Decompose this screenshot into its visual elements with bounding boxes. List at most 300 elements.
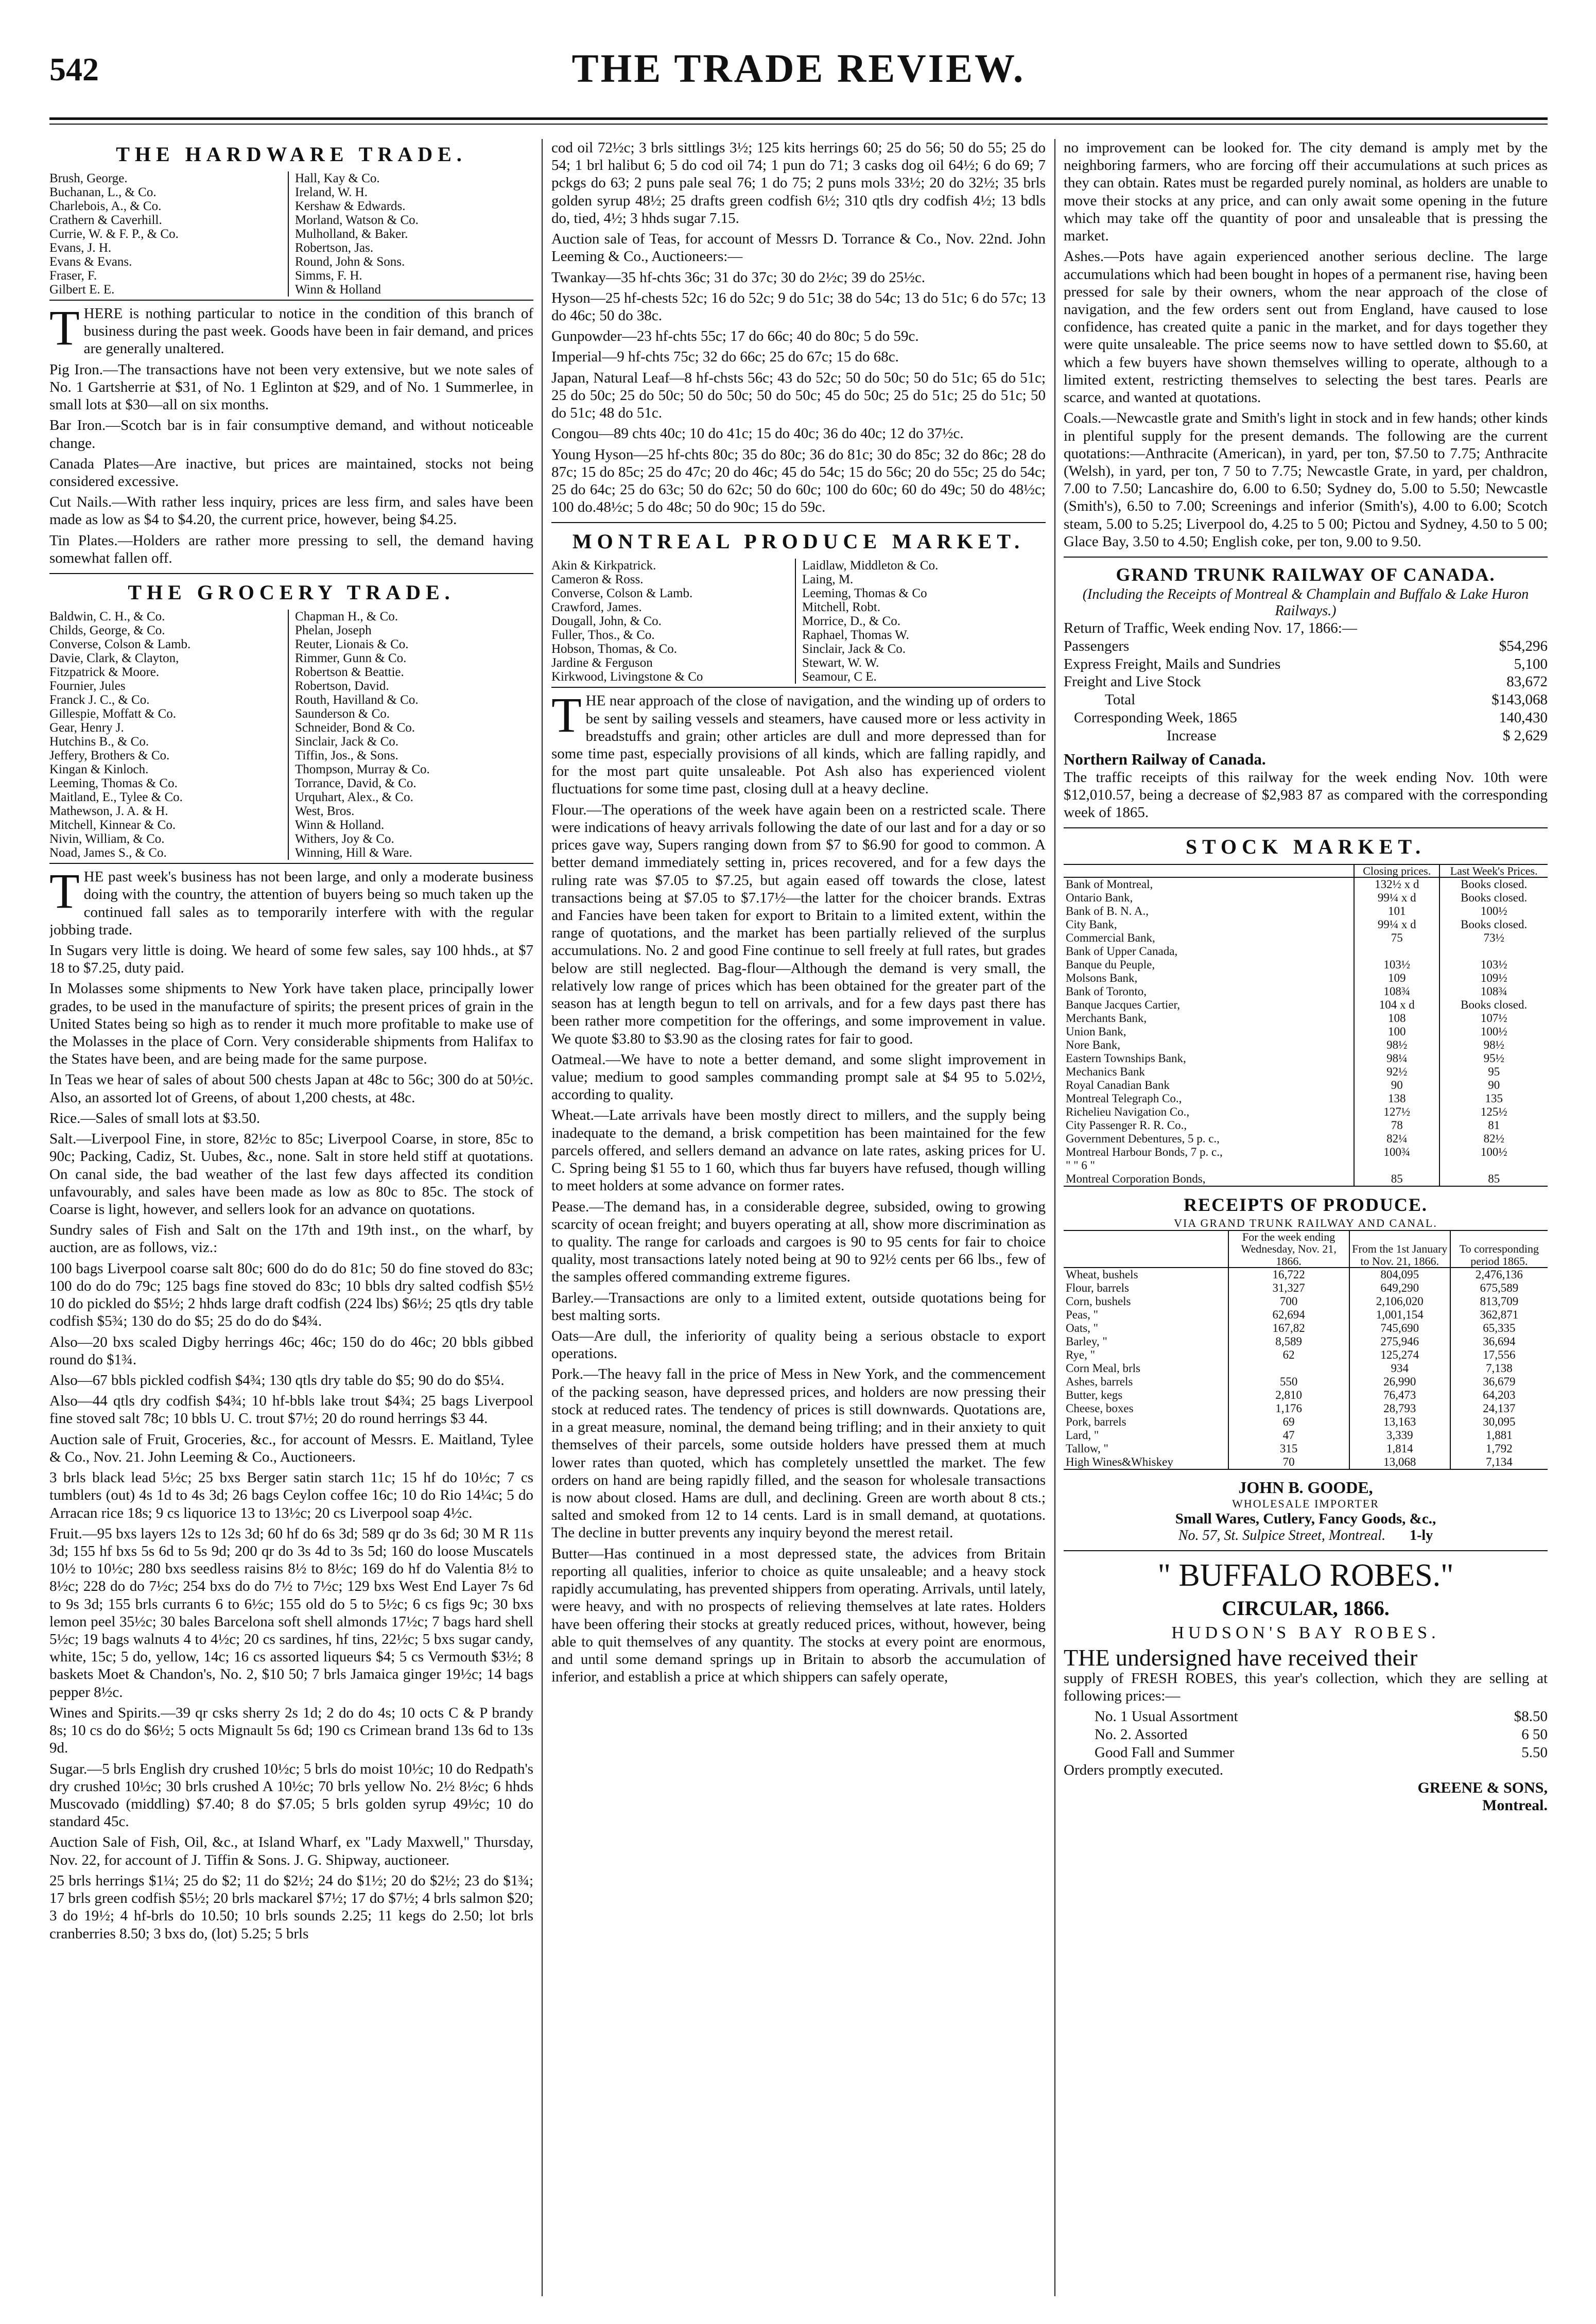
value-row — [1064, 637, 1548, 655]
firm-name: Robertson, Jas. — [295, 241, 374, 255]
header-rule-thin — [49, 124, 1548, 125]
article-paragraph: Flour.—The operations of the week have again been on a restricted scale. There were indications of heavy arrivals following the date of our last and for a day or so prices gave way, Supers ranging down from $7 to $6.90 for good to common. A better demand immediately setting in, prices recovered, and for a few days the ruling rate was $7.05 to $7.25, but again eased off towards the close, latest transactions being at $7.05 to $7.17½—the latter for the choicer brands. Extras and Fancies have been taken for export to Britain to a limited extent, within the range of quotations, and the market has been partially relieved of the surplus accumulations. No. 2 and good Fine continue to sell freely at full rates, but grades below are still neglected. Bag-flour—Although the demand is very small, the relatively low range of prices which has been obtained for the greater part of the season has at length begun to tell on arrivals, and for a few days past there has been rather more competition for the offerings, and some improvement in value. We quote $3.80 to $3.90 as the closing rates for fair to good. — [551, 801, 1046, 1047]
value-cell: 95 — [1439, 1065, 1548, 1079]
row-value: 6 50 — [1521, 1726, 1548, 1743]
divider — [49, 573, 533, 574]
page-header — [49, 31, 1548, 108]
firm-name: Akin & Kirkpatrick. — [551, 559, 656, 573]
row-label-cell: Bank of Upper Canada, — [1066, 945, 1178, 958]
value-cell: 2,476,136 — [1450, 1268, 1548, 1281]
buffalo-body: supply of FRESH ROBES, this year's collection, which they are selling at following prices:— — [1064, 1670, 1548, 1704]
value-cell: 275,946 — [1349, 1335, 1450, 1348]
value-cell: 78 — [1354, 1119, 1439, 1132]
table-row — [1064, 1132, 1548, 1146]
row-label-cell: Corn Meal, brls — [1066, 1361, 1141, 1375]
article-paragraph: Canada Plates—Are inactive, but prices are maintained, stocks not being considered excessive. — [49, 455, 533, 490]
value-cell — [1439, 1159, 1548, 1172]
article-paragraph: Butter—Has continued in a most depressed state, the advices from Britain reporting all qualities, inferior to choice as quite unsaleable; and a heavy stock rapidly accumulating, has prevented shippers from operating. Arrivals, until lately, were heavy, and with no prospects of relieving themselves at late rates. Holders have been offering their stocks at greatly reduced prices, without, however, being able to quit themselves of any quantity. The stocks at every point are enormous, and until some demand springs up in Britain to absorb the accumulation of inferior, and establish a price at which shippers can safely operate, — [551, 1545, 1046, 1686]
buffalo-company: HUDSON'S BAY ROBES. — [1171, 1623, 1440, 1642]
grand-trunk-heading: GRAND TRUNK RAILWAY OF CANADA. — [1116, 564, 1496, 585]
value-cell: 26,990 — [1349, 1375, 1450, 1389]
northern-heading: Northern Railway of Canada. — [1064, 750, 1266, 768]
article-paragraph: Bar Iron.—Scotch bar is in fair consumptive demand, and without noticeable change. — [49, 417, 533, 452]
value-cell: 101 — [1354, 905, 1439, 918]
buffalo-title: " BUFFALO ROBES." — [1157, 1557, 1454, 1593]
stock-market-heading: STOCK MARKET. — [1185, 835, 1426, 859]
value-cell: 100½ — [1439, 1025, 1548, 1038]
row-label-cell: Nore Bank, — [1066, 1038, 1121, 1052]
article-paragraph: Twankay—35 hf-chts 36c; 31 do 37c; 30 do 2½c; 39 do 25½c. — [551, 269, 926, 286]
article-paragraph: Auction Sale of Fish, Oil, &c., at Island Wharf, ex "Lady Maxwell," Thursday, Nov. 22, for account of J. Tiffin & Sons. J. G. Shipway, auctioneer. — [49, 1834, 533, 1868]
value-cell: 100 — [1354, 1025, 1439, 1038]
traffic-rows — [1064, 637, 1548, 691]
table-row — [1064, 1146, 1548, 1159]
value-cell: 138 — [1354, 1092, 1439, 1105]
value-cell: 65,335 — [1450, 1322, 1548, 1335]
receipts-heading: RECEIPTS OF PRODUCE. — [1184, 1194, 1428, 1216]
value-cell — [1439, 945, 1548, 958]
row-label-cell: Montreal Corporation Bonds, — [1066, 1172, 1206, 1186]
hardware-article — [49, 300, 533, 567]
firm-name: Robertson & Beattie. — [295, 665, 404, 680]
article-paragraph: Also—67 bbls pickled codfish $4¾; 130 qtls dry table do $5; 90 do do $5¼. — [49, 1372, 505, 1389]
firm-name: Sinclair, Jack & Co. — [802, 642, 906, 656]
value-cell: 109½ — [1439, 972, 1548, 985]
firm-name: Gear, Henry J. — [49, 721, 124, 735]
increase-value: $ 2,629 — [1503, 727, 1548, 744]
value-cell: 81 — [1439, 1119, 1548, 1132]
buffalo-orders: Orders promptly executed. — [1064, 1762, 1224, 1779]
row-label-cell: Ashes, barrels — [1066, 1375, 1133, 1388]
row-label-cell: City Passenger R. R. Co., — [1066, 1119, 1187, 1132]
firm-name: Brush, George. — [49, 171, 128, 185]
montreal-firm-list — [551, 559, 1046, 688]
article-paragraph: Wheat.—Late arrivals have been mostly direct to millers, and the supply being inadequate to the demand, a brisk competition has been maintained for the few parcels offered, and sellers demand an advance on late rates, asking prices for U. C. Spring being $1 55 to 1 60, which thus far buyers have refused, though willing to meet holders at some advance on former rates. — [551, 1107, 1046, 1194]
firm-name: Nivin, William, & Co. — [49, 832, 165, 846]
buffalo-city: Montreal. — [1482, 1797, 1548, 1814]
row-label-cell: Tallow, " — [1066, 1442, 1108, 1455]
table-row — [1064, 931, 1548, 945]
value-cell: 127½ — [1354, 1105, 1439, 1119]
goode-name: JOHN B. GOODE, — [1238, 1478, 1373, 1497]
column-left — [49, 139, 533, 2296]
article-header — [1064, 1230, 1228, 1267]
value-cell: 1,001,154 — [1349, 1308, 1450, 1322]
corresponding-label: Corresponding Week, 1865 — [1074, 709, 1237, 726]
firm-name: Crathern & Caverhill. — [49, 213, 162, 227]
firm-name: Evans, J. H. — [49, 241, 112, 255]
row-label: Express Freight, Mails and Sundries — [1064, 655, 1281, 672]
table-row — [1064, 1322, 1548, 1335]
firm-name: Thompson, Murray & Co. — [295, 762, 430, 777]
row-label-cell: Government Debentures, 5 p. c., — [1066, 1132, 1220, 1146]
grand-trunk-subtitle: (Including the Receipts of Montreal & Champlain and Buffalo & Lake Huron Railways.) — [1082, 586, 1529, 619]
value-cell: 103½ — [1354, 958, 1439, 972]
total-label: Total — [1105, 691, 1136, 708]
firm-name: Phelan, Joseph — [295, 623, 372, 638]
value-cell: 90 — [1354, 1079, 1439, 1092]
value-cell: 107½ — [1439, 1012, 1548, 1025]
value-cell: 30,095 — [1450, 1415, 1548, 1429]
firm-name: Fitzpatrick & Moore. — [49, 665, 160, 680]
article-paragraph: Ashes.—Pots have again experienced another serious decline. The large accumulations which had been bought in hopes of a permanent rise, having been pressed for sale by their owners, whom the near approach of the close of navigation, and the few orders sent out from England, have caused to lose confidence, has created quite a panic in the market, and for days together they were quite unsaleable. The price seems now to have settled down to $5.60, at which a few buyers have shown themselves willing to operate, although to a limited extent, restricting themselves to selecting the best tares. Pearls are scarce, and wanted at quotations. — [1064, 248, 1548, 406]
table-row — [1064, 1335, 1548, 1348]
firm-name: Evans & Evans. — [49, 255, 132, 269]
row-label-cell: Peas, " — [1066, 1308, 1099, 1321]
goode-address — [1064, 1528, 1548, 1544]
traffic-return — [1064, 619, 1548, 745]
value-cell: 132½ x d — [1354, 877, 1439, 891]
firm-name: Gillespie, Moffatt & Co. — [49, 707, 177, 721]
value-cell: 75 — [1354, 931, 1439, 945]
value-cell: 99¼ x d — [1354, 918, 1439, 931]
value-cell: 1,881 — [1450, 1429, 1548, 1442]
value-cell — [1354, 945, 1439, 958]
row-label-cell: Rye, " — [1066, 1348, 1096, 1361]
firm-name: Converse, Colson & Lamb. — [551, 586, 693, 601]
row-value: 5,100 — [1514, 655, 1548, 672]
row-label-cell: " " 6 " — [1066, 1159, 1095, 1172]
goode-address-text: No. 57, St. Sulpice Street, Montreal. — [1178, 1527, 1386, 1543]
table-row — [1064, 1159, 1548, 1172]
value-cell: 135 — [1439, 1092, 1548, 1105]
article-paragraph: Congou—89 chts 40c; 10 do 41c; 15 do 40c; 36 do 40c; 12 do 37½c. — [551, 425, 964, 442]
value-cell: 62 — [1228, 1348, 1349, 1362]
firm-name: Leeming, Thomas & Co. — [49, 776, 178, 791]
table-row — [1064, 1455, 1548, 1469]
row-label-cell: Cheese, boxes — [1066, 1401, 1134, 1415]
traffic-return-line: Return of Traffic, Week ending Nov. 17, 1866:— — [1064, 620, 1357, 637]
value-cell: 13,163 — [1349, 1415, 1450, 1429]
value-cell: 70 — [1228, 1455, 1349, 1469]
value-cell: 315 — [1228, 1442, 1349, 1455]
table-row — [1064, 1375, 1548, 1389]
value-cell: 24,137 — [1450, 1402, 1548, 1415]
row-label: No. 1 Usual Assortment — [1095, 1708, 1238, 1725]
buffalo-prices — [1064, 1708, 1548, 1761]
stock-market-table — [1064, 864, 1548, 1187]
closing-header: Closing prices. — [1354, 864, 1439, 877]
firm-name: Maitland, E., Tylee & Co. — [49, 790, 183, 805]
row-label-cell: Pork, barrels — [1066, 1415, 1126, 1428]
value-cell: 109 — [1354, 972, 1439, 985]
firm-name: Jeffery, Brothers & Co. — [49, 749, 170, 763]
firm-name: Rimmer, Gunn & Co. — [295, 651, 407, 666]
table-row — [1064, 918, 1548, 931]
table-row — [1064, 985, 1548, 998]
firm-name: Reuter, Lionais & Co. — [295, 637, 409, 652]
table-row — [1064, 1348, 1548, 1362]
value-cell: 85 — [1439, 1172, 1548, 1186]
article-paragraph: Sundry sales of Fish and Salt on the 17th and 19th inst., on the wharf, by auction, are as follows, viz.: — [49, 1222, 533, 1256]
article-paragraph: cod oil 72½c; 3 brls sittlings 3½; 125 kits herrings 60; 25 do 56; 50 do 55; 25 do 54; 1 brl halibut 6; 5 do cod oil 74; 1 pun do 71; 3 casks dog oil 64½; 6 do 69; 7 pckgs do 63; 2 puns pale seal 76; 1 do 75; 2 puns mols 33½; 20 do 32½; 35 brls golden syrup 48½; 25 drafts green codfish 6½; 310 qtls dry codfish 4½; 13 bdls do, tied, 4½; 3 hhds sugar 7.15. — [551, 140, 1046, 227]
firm-column — [288, 171, 533, 297]
value-cell: 95½ — [1439, 1052, 1548, 1065]
goode-code: 1-ly — [1410, 1527, 1433, 1543]
receipts-subheading: VIA GRAND TRUNK RAILWAY AND CANAL. — [1174, 1217, 1437, 1230]
row-label-cell: Montreal Harbour Bonds, 7 p. c., — [1066, 1146, 1223, 1159]
last-week-header: Last Week's Prices. — [1439, 864, 1548, 877]
hardware-firm-list — [49, 171, 533, 301]
value-cell: 82½ — [1439, 1132, 1548, 1146]
row-label-cell: Royal Canadian Bank — [1066, 1079, 1170, 1092]
article-paragraph: In Molasses some shipments to New York have taken place, principally lower grades, to be used in the manufacture of spirits; the present prices of grain in the United States being so high as to render it much more profitable to make use of the Molasses in the place of Corn. Very considerable shipments from Halifax to the States have been, and are being made for the same purpose. — [49, 980, 533, 1068]
montreal-article — [551, 687, 1046, 1686]
article-paragraph: Salt.—Liverpool Fine, in store, 82½c to 85c; Liverpool Coarse, in store, 85c to 90c; Packing, Cadiz, St. Uubes, &c., none. Salt in store held stiff at quotations. On canal side, the bad weather of the last few days affected its condition unfavourably, and sales have been made as low as 80c to 85c. The stock of Coarse is light, however, and sellers look for an advance on quotations. — [49, 1131, 533, 1218]
value-cell: 98¼ — [1354, 1052, 1439, 1065]
firm-name: Winning, Hill & Ware. — [295, 846, 412, 860]
firm-column — [49, 610, 288, 860]
northern-text: The traffic receipts of this railway for the week ending Nov. 10th were $12,010.57, being a decrease of $2,983 87 as compared with the corresponding week of 1865. — [1064, 769, 1548, 821]
grocery-article — [49, 863, 533, 1943]
table-row — [1064, 891, 1548, 905]
row-value: 5.50 — [1521, 1744, 1548, 1761]
value-cell — [1354, 1159, 1439, 1172]
row-label-cell: Bank of Montreal, — [1066, 878, 1153, 891]
table-row — [1064, 945, 1548, 958]
firm-name: Tiffin, Jos., & Sons. — [295, 749, 398, 763]
value-cell: 1,176 — [1228, 1402, 1349, 1415]
article-paragraph: Pork.—The heavy fall in the price of Mess in New York, and the commencement of the packing season, have depressed prices, and holders are now pressing their stock at reduced rates. The tendency of prices is still downwards. Quotations are, in a great measure, nominal, the demand being trifling; and in their anxiety to quit themselves of their parcels, some outside holders have pressed them at much lower rates than quoted, which has completely unsettled the market. The few orders on hand are being rapidly filled, and the season for wholesale transactions is now about closed. Hams are dull, and declining. Green are worth about 8 cts.; salted and smoked from 12 to 14 cents. Lard is in small demand, at quotations. The decline in butter prevents any inquiry beyond the merest retail. — [551, 1366, 1046, 1541]
firm-name: Noad, James S., & Co. — [49, 846, 167, 860]
value-cell: 2,106,020 — [1349, 1295, 1450, 1308]
traffic-increase — [1064, 727, 1548, 745]
row-label-cell: Lard, " — [1066, 1428, 1099, 1442]
value-cell: 82¼ — [1354, 1132, 1439, 1146]
firm-name: Robertson, David. — [295, 679, 389, 693]
value-cell: 934 — [1349, 1362, 1450, 1375]
row-label-cell: High Wines&Whiskey — [1066, 1455, 1173, 1468]
firm-name: Urquhart, Alex., & Co. — [295, 790, 413, 805]
week-header: For the week ending Wednesday, Nov. 21, 1866. — [1228, 1230, 1349, 1267]
value-cell: 1,814 — [1349, 1442, 1450, 1455]
article-paragraph: Cut Nails.—With rather less inquiry, prices are less firm, and sales have been made as low as $4 to $4.20, the current price, however, being $4.25. — [49, 494, 533, 528]
firm-name: Torrance, David, & Co. — [295, 776, 417, 791]
firm-name: Jardine & Ferguson — [551, 656, 653, 670]
header-rule — [49, 117, 1548, 120]
article-paragraph: In Teas we hear of sales of about 500 chests Japan at 48c to 56c; 300 do at 50½c. Also, an assorted lot of Greens, of about 1,200 chests, at 48c. — [49, 1071, 533, 1106]
firm-name: Fournier, Jules — [49, 679, 126, 693]
buffalo-lead: THE undersigned have received their — [1064, 1644, 1418, 1671]
value-cell: 8,589 — [1228, 1335, 1349, 1348]
table-row — [1064, 1402, 1548, 1415]
value-row — [1095, 1726, 1548, 1744]
firm-name: Mitchell, Robt. — [802, 600, 881, 615]
row-label-cell: Molsons Bank, — [1066, 972, 1138, 985]
value-cell: 100½ — [1439, 905, 1548, 918]
firm-name: Kingan & Kinloch. — [49, 762, 149, 777]
firm-name: Simms, F. H. — [295, 269, 362, 283]
row-label-cell: Richelieu Navigation Co., — [1066, 1105, 1190, 1119]
table-row — [1064, 1038, 1548, 1052]
divider — [1064, 1550, 1548, 1551]
value-cell: Books closed. — [1439, 877, 1548, 891]
firm-name: Chapman H., & Co. — [295, 610, 398, 624]
value-cell: 125,274 — [1349, 1348, 1450, 1362]
table-row — [1064, 1295, 1548, 1308]
value-cell: 649,290 — [1349, 1281, 1450, 1295]
article-paragraph: Also—20 bxs scaled Digby herrings 46c; 46c; 150 do do 46c; 20 bbls gibbed round do $1¾. — [49, 1333, 533, 1368]
butter-ashes-coals-article — [1064, 139, 1548, 550]
value-cell: 73½ — [1439, 931, 1548, 945]
article-paragraph: Gunpowder—23 hf-chts 55c; 17 do 66c; 40 do 80c; 5 do 59c. — [551, 328, 919, 345]
row-label-cell: City Bank, — [1066, 918, 1117, 931]
goode-advertisement — [1064, 1478, 1548, 1544]
firm-name: Kirkwood, Livingstone & Co — [551, 670, 703, 684]
value-cell: 108¾ — [1354, 985, 1439, 998]
row-label-cell: Ontario Bank, — [1066, 891, 1133, 905]
article-paragraph: Oatmeal.—We have to note a better demand, and some slight improvement in value; medium to good samples commanding prompt sale at $4 95 to 5.02½, according to quality. — [551, 1051, 1046, 1103]
row-label-cell: Mechanics Bank — [1066, 1065, 1145, 1079]
article-paragraph: Coals.—Newcastle grate and Smith's light in stock and in few hands; other kinds in plentiful supply for the present demands. The following are the current quotations:—Anthracite (American), in yard, per ton, $7.50 to 7.75; Anthracite (Welsh), in yard, per ton, 7 50 to 7.75; Newcastle Grate, in yard, per chaldron, 7.00 to 7.50; Lancashire do, 6.00 to 6.50; Sydney do, 5.00 to 5.50; Newcastle (Smith's), 6.50 to 7.00; Screenings and inferior (Smith's), 4.00 to 6.00; Scotch steam, 5.00 to 5.25; Liverpool do, 4.25 to 5 00; Pictou and Sydney, 4.50 to 5 00; Glace Bay, 3.50 to 4.50; English coke, per ton, 9.00 to 9.50. — [1064, 410, 1548, 550]
buffalo-circular: CIRCULAR, 1866. — [1222, 1596, 1390, 1620]
article-paragraph: THERE is nothing particular to notice in the condition of this branch of business during the past week. Goods have been in fair demand, and prices are generally unaltered. — [49, 300, 533, 357]
traffic-total — [1064, 691, 1548, 709]
value-row — [1064, 655, 1548, 673]
table-row — [1064, 998, 1548, 1012]
firm-name: Routh, Havilland & Co. — [295, 693, 419, 707]
value-cell: 62,694 — [1228, 1308, 1349, 1322]
firm-name: Morland, Watson & Co. — [295, 213, 419, 227]
buffalo-advertisement — [1064, 1557, 1548, 1815]
value-cell: 7,134 — [1450, 1455, 1548, 1469]
value-cell: 99¼ x d — [1354, 891, 1439, 905]
row-label-cell: Montreal Telegraph Co., — [1066, 1092, 1182, 1105]
page-title: THE TRADE REVIEW. — [571, 46, 1026, 91]
row-label-cell: Eastern Townships Bank, — [1066, 1052, 1186, 1065]
page-number: 542 — [49, 51, 99, 88]
article-paragraph: Rice.—Sales of small lots at $3.50. — [49, 1109, 261, 1126]
firm-name: Dougall, John, & Co. — [551, 614, 662, 629]
row-value: $8.50 — [1514, 1708, 1548, 1725]
article-paragraph: Hyson—25 hf-chests 52c; 16 do 52c; 9 do 51c; 38 do 54c; 13 do 51c; 6 do 57c; 13 do 46c; 50 do 38c. — [551, 289, 1046, 324]
firm-name: Hutchins B., & Co. — [49, 735, 149, 749]
total-value: $143,068 — [1491, 691, 1548, 708]
value-cell: 3,339 — [1349, 1429, 1450, 1442]
article-paragraph: THE past week's business has not been large, and only a moderate business doing with the country, the attention of buyers being so much taken up the continued fall sales as to temporarily interfere with with the regular jobbing trade. — [49, 863, 533, 938]
article-paragraph: Fruit.—95 bxs layers 12s to 12s 3d; 60 hf do 6s 3d; 589 qr do 3s 6d; 30 M R 11s 3d; 155 hf bxs 5s 6d to 5s 9d; 200 qr do 3s 4d to 3s 5d; 160 do loose Muscatels 10½ to 10½c; 280 bxs seedless raisins 8½ to 8½c; 169 do hf do Valentia 8½ to 8½c; 228 do do 7½c; 254 bxs do do 7½ to 7½c; 129 bxs West End Layer 7s 6d to 9s 3d; 155 brls currants 6 to 6½c; 155 old do 5 to 5½c; 6 cs figs 9c; 30 bxs lemon peel 35½c; 30 bales Barcelona soft shell almonds 17½c; 7 bags hard shell 5½c; 19 bags walnuts 4 to 4½c; 20 cs sardines, hf tins, 22½c; 5 bxs sugar candy, white, 15c; 5 do, yellow, 14c; 16 cs assorted liqueurs $4; 5 cs Vermouth $3½; 8 baskets Moet & Chandon's, No. 2, $10 50; 7 brls Jamaica ginger 19½c; 14 bags pepper 8½c. — [49, 1525, 533, 1701]
table-row — [1064, 1105, 1548, 1119]
value-cell: 98½ — [1439, 1038, 1548, 1052]
firm-name: Stewart, W. W. — [802, 656, 879, 670]
firm-name: Winn & Holland. — [295, 818, 385, 833]
firm-name: Morrice, D., & Co. — [802, 614, 900, 629]
corresponding-value: 140,430 — [1499, 709, 1548, 726]
article-paragraph: 100 bags Liverpool coarse salt 80c; 600 do do do 81c; 50 do fine stoved do 83c; 100 do do do 79c; 125 bags fine stoved do 83c; 10 bbls dry salted codfish $5½ 10 do pickled do $5½; 2 hhds large draft codfish (224 lbs) $6½; 25 qtls dry table codfish $5¾; 130 do do $5; 25 do do do $4¾. — [49, 1260, 533, 1330]
table-row — [1064, 905, 1548, 918]
article-paragraph: Japan, Natural Leaf—8 hf-chsts 56c; 43 do 52c; 50 do 50c; 50 do 51c; 65 do 51c; 25 do 50c; 25 do 50c; 50 do 50c; 50 do 50c; 45 do 50c; 25 do 51c; 25 do 51c; 50 do 51c; 48 do 51c. — [551, 369, 1046, 422]
firm-name: Mulholland, & Baker. — [295, 227, 408, 241]
firm-name: Hall, Kay & Co. — [295, 171, 380, 185]
value-cell: 100½ — [1439, 1146, 1548, 1159]
firm-column — [551, 559, 795, 684]
row-label-cell: Butter, kegs — [1066, 1388, 1123, 1401]
value-cell: 36,679 — [1450, 1375, 1548, 1389]
row-value: $54,296 — [1499, 637, 1548, 654]
tea-auction-article — [551, 139, 1046, 516]
column-middle — [551, 139, 1046, 2296]
firm-name: Mathewson, J. A. & H. — [49, 804, 168, 819]
row-label: Good Fall and Summer — [1095, 1744, 1235, 1761]
table-row — [1064, 1052, 1548, 1065]
value-cell: 1,792 — [1450, 1442, 1548, 1455]
value-cell: Books closed. — [1439, 998, 1548, 1012]
value-cell: 76,473 — [1349, 1389, 1450, 1402]
value-cell: 550 — [1228, 1375, 1349, 1389]
article-paragraph: Wines and Spirits.—39 qr csks sherry 2s 1d; 2 do do 4s; 10 octs C & P brandy 8s; 10 cs do do $6½; 5 octs Mignault 5s 6d; 190 cs Crimean brand 13s 6d to 13s 9d. — [49, 1704, 533, 1757]
firm-name: Raphael, Thomas W. — [802, 628, 909, 643]
firm-name: Buchanan, L., & Co. — [49, 185, 157, 199]
firm-name: Schneider, Bond & Co. — [295, 721, 415, 735]
value-cell: 2,810 — [1228, 1389, 1349, 1402]
row-label-cell: Flour, barrels — [1066, 1281, 1129, 1294]
value-cell: 47 — [1228, 1429, 1349, 1442]
row-label-cell: Banque Jacques Cartier, — [1066, 998, 1180, 1012]
firm-name: Round, John & Sons. — [295, 255, 405, 269]
table-row — [1064, 1415, 1548, 1429]
value-cell: 28,793 — [1349, 1402, 1450, 1415]
value-cell: 7,138 — [1450, 1362, 1548, 1375]
row-label-cell: Banque du Peuple, — [1066, 958, 1155, 972]
row-label: Freight and Live Stock — [1064, 673, 1201, 690]
firm-name: Cameron & Ross. — [551, 573, 644, 587]
stock-name-header — [1064, 864, 1354, 877]
value-cell: 804,095 — [1349, 1268, 1450, 1281]
row-label: No. 2. Assorted — [1095, 1726, 1188, 1743]
value-cell: 36,694 — [1450, 1335, 1548, 1348]
article-paragraph: In Sugars very little is doing. We heard of some few sales, say 100 hhds., at $7 18 to $7.25, duty paid. — [49, 942, 533, 977]
value-cell: 69 — [1228, 1415, 1349, 1429]
article-paragraph: Also—44 qtls dry codfish $4¾; 10 hf-bbls lake trout $4¾; 25 bags Liverpool fine stoved salt 78c; 10 bbls U. C. trout $7½; 20 do round herrings $3 44. — [49, 1393, 533, 1427]
article-paragraph: Imperial—9 hf-chts 75c; 32 do 66c; 25 do 67c; 15 do 68c. — [551, 349, 899, 366]
table-row — [1064, 1119, 1548, 1132]
article-paragraph: no improvement can be looked for. The city demand is amply met by the neighboring farmers, who are forcing off their accumulations at such prices as they can obtain. Rates must be regarded purely nominal, as holders are unable to move their stocks at any price, and can only await some opening in the future which may take off the quantity of poor and unsaleable that is pressing the market. — [1064, 140, 1548, 245]
value-cell: 108¾ — [1439, 985, 1548, 998]
firm-name: Ireland, W. H. — [295, 185, 368, 199]
hardware-heading: THE HARDWARE TRADE. — [116, 143, 467, 166]
row-value: 83,672 — [1506, 673, 1548, 690]
table-row — [1064, 1092, 1548, 1105]
value-cell: 90 — [1439, 1079, 1548, 1092]
firm-name: Charlebois, A., & Co. — [49, 199, 162, 213]
column-divider — [542, 139, 543, 2296]
value-cell: 100¾ — [1354, 1146, 1439, 1159]
grocery-heading: THE GROCERY TRADE. — [128, 581, 455, 604]
value-row — [1064, 673, 1548, 691]
table-row — [1064, 1429, 1548, 1442]
row-label-cell: Union Bank, — [1066, 1025, 1126, 1038]
firm-name: Laing, M. — [802, 573, 854, 587]
article-paragraph: Oats—Are dull, the inferiority of quality being a serious obstacle to export operations. — [551, 1328, 1046, 1362]
article-paragraph: Barley.—Transactions are only to a limited extent, outside quotations being for best malting sorts. — [551, 1289, 1046, 1324]
article-paragraph: Young Hyson—25 hf-chts 80c; 35 do 80c; 36 do 81c; 30 do 85c; 32 do 86c; 28 do 87c; 15 do 85c; 25 do 47c; 20 do 46c; 45 do 54c; 15 do 56c; 20 do 55c; 25 do 54c; 25 do 64c; 25 do 63c; 50 do 62c; 50 do 60c; 100 do 60c; 60 do 49c; 50 do 48½c; 100 do.48½c; 5 do 48c; 50 do 90c; 15 do 59c. — [551, 446, 1046, 516]
article-paragraph: Tin Plates.—Holders are rather more pressing to sell, the demand having somewhat fallen off. — [49, 532, 533, 566]
firm-name: Hobson, Thomas, & Co. — [551, 642, 677, 656]
firm-name: Mitchell, Kinnear & Co. — [49, 818, 176, 833]
value-cell: 64,203 — [1450, 1389, 1548, 1402]
table-row — [1064, 877, 1548, 891]
column-divider — [1054, 139, 1055, 2296]
value-cell: 104 x d — [1354, 998, 1439, 1012]
table-row — [1064, 1281, 1548, 1295]
value-cell: 125½ — [1439, 1105, 1548, 1119]
divider — [1064, 827, 1548, 828]
article-paragraph: Pig Iron.—The transactions have not been very extensive, but we note sales of No. 1 Gartsherrie at $31, of No. 1 Eglinton at $29, and of No. 1 Summerlee, in small lots at $30—all on six months. — [49, 361, 533, 413]
article-paragraph: 3 brls black lead 5½c; 25 bxs Berger satin starch 11c; 15 hf do 10½c; 7 cs tumblers (out) 4s 1d to 4s 3d; 26 bags Ceylon coffee 16c; 10 do Rio 14¼c; 5 do Arracan rice 18s; 9 cs liquorice 13 to 13½c; 20 cs Liverpool soap 4½c. — [49, 1469, 533, 1521]
firm-name: Laidlaw, Middleton & Co. — [802, 559, 939, 573]
newspaper-page — [49, 31, 1548, 2296]
goode-role: WHOLESALE IMPORTER — [1232, 1497, 1379, 1510]
